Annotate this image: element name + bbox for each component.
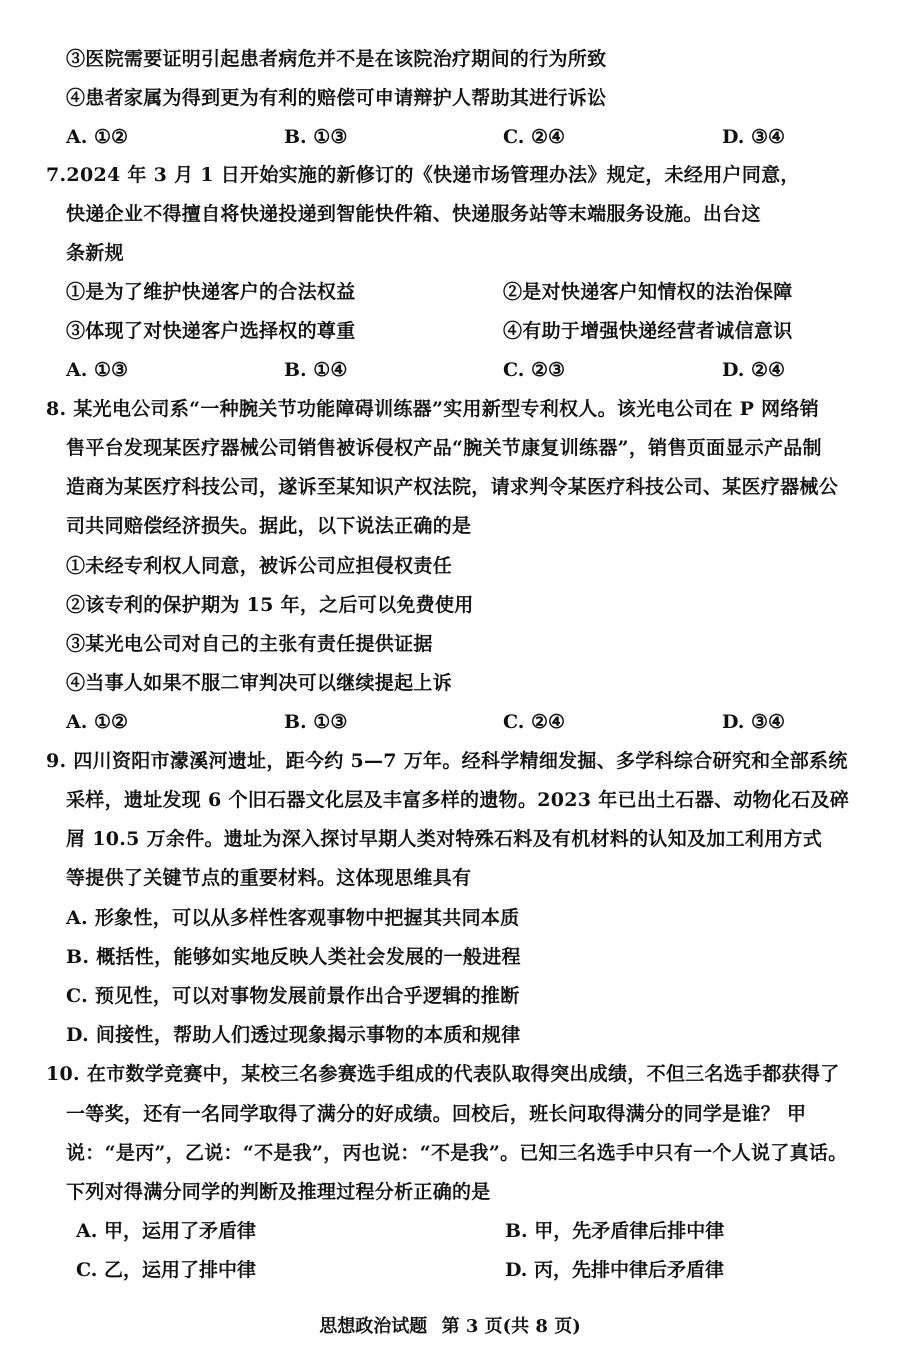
footer-subject: 思想政治试题 bbox=[319, 1316, 428, 1337]
q9-option-a: A. 形象性，可以从多样性客观事物中把握其共同本质 bbox=[66, 907, 520, 929]
q6-option-b: B. ①③ bbox=[284, 126, 348, 148]
q7-option-a: A. ①③ bbox=[66, 359, 129, 381]
footer-page-number: 第 3 页(共 8 页) bbox=[441, 1316, 581, 1337]
q10-option-d: D. 丙，先排中律后矛盾律 bbox=[505, 1259, 725, 1281]
q8-stem-line-3: 造商为某医疗科技公司，遂诉至某知识产权法院，请求判令某医疗科技公司、某医疗器械公 bbox=[66, 476, 839, 498]
q6-option-a: A. ①② bbox=[66, 126, 129, 148]
q9-option-d: D. 间接性，帮助人们透过现象揭示事物的本质和规律 bbox=[66, 1024, 521, 1046]
q10-option-b: B. 甲，先矛盾律后排中律 bbox=[505, 1220, 725, 1242]
q9-stem-line-3: 屑 10.5 万余件。遗址为深入探讨早期人类对特殊石料及有机材料的认知及加工利用方式 bbox=[66, 828, 823, 850]
q7-option-b: B. ①④ bbox=[284, 359, 348, 381]
q8-statement-4: ④当事人如果不服二审判决可以继续提起上诉 bbox=[66, 672, 453, 694]
q9-option-c: C. 预见性，可以对事物发展前景作出合乎逻辑的推断 bbox=[66, 985, 520, 1007]
q10-option-a: A. 甲，运用了矛盾律 bbox=[76, 1220, 256, 1242]
q7-statement-3: ③体现了对快递客户选择权的尊重 bbox=[66, 320, 356, 342]
q7-option-c: C. ②③ bbox=[503, 359, 566, 381]
q8-option-d: D. ③④ bbox=[722, 711, 786, 733]
q8-stem-line-2: 售平台发现某医疗器械公司销售被诉侵权产品“腕关节康复训练器”，销售页面显示产品制 bbox=[66, 437, 822, 459]
q8-stem-line-4: 司共同赔偿经济损失。据此，以下说法正确的是 bbox=[66, 515, 472, 537]
q7-statement-4: ④有助于增强快递经营者诚信意识 bbox=[503, 320, 793, 342]
q7-option-d: D. ②④ bbox=[722, 359, 786, 381]
q10-option-c: C. 乙，运用了排中律 bbox=[76, 1259, 257, 1281]
q8-statement-2: ②该专利的保护期为 15 年，之后可以免费使用 bbox=[66, 594, 474, 616]
q10-stem-line-4: 下列对得满分同学的判断及推理过程分析正确的是 bbox=[66, 1181, 491, 1203]
q8-option-c: C. ②④ bbox=[503, 711, 566, 733]
q9-stem-line-2: 采样，遗址发现 6 个旧石器文化层及丰富多样的遗物。2023 年已出土石器、动物化石及碎 bbox=[66, 789, 850, 811]
q7-stem-line-2: 快递企业不得擅自将快递投递到智能快件箱、快递服务站等末端服务设施。出台这 bbox=[66, 203, 761, 225]
q6-statement-4: ④患者家属为得到更为有利的赔偿可申请辩护人帮助其进行诉讼 bbox=[66, 87, 607, 109]
q9-option-b: B. 概括性，能够如实地反映人类社会发展的一般进程 bbox=[66, 946, 521, 968]
q8-statement-3: ③某光电公司对自己的主张有责任提供证据 bbox=[66, 633, 433, 655]
q10-stem-line-2: 一等奖，还有一名同学取得了满分的好成绩。回校后，班长问取得满分的同学是谁？ 甲 bbox=[66, 1103, 807, 1125]
q8-statement-1: ①未经专利权人同意，被诉公司应担侵权责任 bbox=[66, 555, 453, 577]
q7-statement-1: ①是为了维护快递客户的合法权益 bbox=[66, 281, 356, 303]
q7-stem-line-3: 条新规 bbox=[66, 242, 124, 264]
q6-option-c: C. ②④ bbox=[503, 126, 566, 148]
q8-option-b: B. ①③ bbox=[284, 711, 348, 733]
page-footer bbox=[0, 1312, 900, 1338]
q9-stem-line-1: 9. 四川资阳市濛溪河遗址，距今约 5—7 万年。经科学精细发掘、多学科综合研究和全部系统 bbox=[46, 750, 848, 772]
q6-option-d: D. ③④ bbox=[722, 126, 786, 148]
q8-stem-line-1: 8. 某光电公司系“一种腕关节功能障碍训练器”实用新型专利权人。该光电公司在 P 网络销 bbox=[46, 398, 820, 420]
q10-stem-line-1: 10. 在市数学竞赛中，某校三名参赛选手组成的代表队取得突出成绩，不但三名选手都获得了 bbox=[46, 1063, 840, 1085]
q6-statement-3: ③医院需要证明引起患者病危并不是在该院治疗期间的行为所致 bbox=[66, 48, 607, 70]
q7-stem-line-1: 7.2024 年 3 月 1 日开始实施的新修订的《快递市场管理办法》规定，未经用户同意， bbox=[46, 164, 800, 186]
q10-stem-line-3: 说：“是丙”，乙说：“不是我”，丙也说：“不是我”。已知三名选手中只有一个人说了真话。 bbox=[66, 1142, 848, 1164]
q9-stem-line-4: 等提供了关键节点的重要材料。这体现思维具有 bbox=[66, 867, 472, 889]
q8-option-a: A. ①② bbox=[66, 711, 129, 733]
q7-statement-2: ②是对快递客户知情权的法治保障 bbox=[503, 281, 793, 303]
